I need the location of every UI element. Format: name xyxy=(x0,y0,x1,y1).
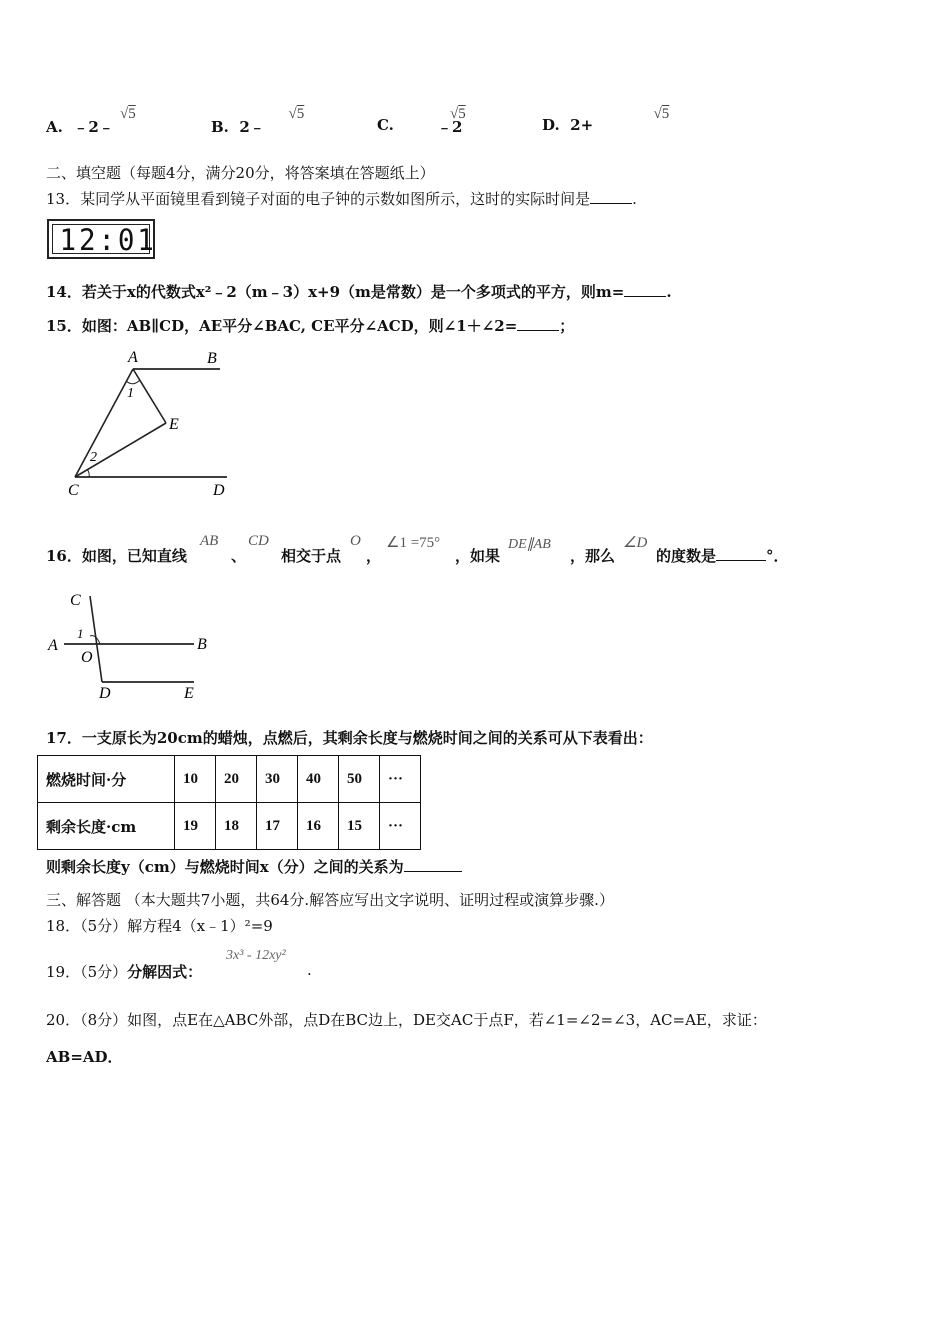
table-cell: 18 xyxy=(216,803,257,850)
sqrt-5-a: √5 xyxy=(120,106,136,122)
q19: 19．（5分）分解因式： xyxy=(46,963,203,981)
table-cell: ··· xyxy=(380,756,421,803)
label-1: 1 xyxy=(77,626,84,641)
sqrt-5-b: √5 xyxy=(288,106,305,122)
label-c: C xyxy=(70,592,81,609)
q16-text: 16．如图，已知直线 xyxy=(46,547,187,565)
q16-cd: CD xyxy=(248,533,269,549)
q15-figure xyxy=(60,345,240,505)
label-1: 1 xyxy=(127,386,134,401)
sqrt-5-c: √5 xyxy=(450,106,466,122)
table-cell: 15 xyxy=(339,803,380,850)
label-d: D xyxy=(99,685,111,702)
q16-o: O xyxy=(350,533,361,549)
q16-ab: AB xyxy=(200,533,219,549)
section2-heading: 二、填空题（每题4分，满分20分，将答案填在答题纸上） xyxy=(46,164,435,182)
q19-end: . xyxy=(307,961,312,979)
table-row xyxy=(38,803,421,850)
q18: 18．（5分）解方程4（x﹣1）²=9 xyxy=(46,917,273,935)
q14: 14．若关于x的代数式x²﹣2（m﹣3）x+9（m是常数）是一个多项式的平方，则m= . xyxy=(46,283,672,301)
table-cell: 40 xyxy=(298,756,339,803)
table-row xyxy=(38,756,421,803)
q17: 17．一支原长为20cm的蜡烛，点燃后，其剩余长度与燃烧时间之间的关系可从下表看出： xyxy=(46,729,653,747)
q16-if: ，如果 xyxy=(455,547,501,565)
q16-tail: 的度数是 °． xyxy=(656,547,789,565)
label-o: O xyxy=(81,649,93,666)
table-cell: 10 xyxy=(175,756,216,803)
q20: 20．（8分）如图，点E在△ABC外部，点D在BC边上，DE交AC于点F，若∠1=∠2=∠3，AC=AE，求证： xyxy=(46,1011,767,1029)
q16-angle-d: ∠D xyxy=(623,535,648,551)
sqrt-5-d: √5 xyxy=(653,106,670,122)
q17-followup: 则剩余长度y（cm）与燃烧时间x（分）之间的关系为 xyxy=(46,856,462,877)
option-c-after: ﹣2 xyxy=(437,118,463,136)
label-e: E xyxy=(169,416,179,433)
label-c: C xyxy=(68,482,79,499)
q16-sep: 、 xyxy=(231,547,247,565)
table-cell: 30 xyxy=(257,756,298,803)
option-b: B. 2﹣ xyxy=(211,118,265,136)
q16-comma: ， xyxy=(366,547,382,565)
label-e: E xyxy=(184,685,194,702)
q16-intersect: 相交于点 xyxy=(281,547,342,565)
option-a: A. ﹣2﹣ xyxy=(46,118,114,136)
label-2: 2 xyxy=(90,450,97,465)
digital-clock xyxy=(47,219,155,259)
table-cell: 17 xyxy=(257,803,298,850)
q15: 15．如图：AB∥CD，AE平分∠BAC, CE平分∠ACD，则∠1＋∠2= ； xyxy=(46,317,575,335)
section3-heading: 三、解答题 （本大题共7小题，共64分.解答应写出文字说明、证明过程或演算步骤.） xyxy=(46,891,614,909)
clock-display: 12:01 xyxy=(59,223,157,257)
table-cell: 20 xyxy=(216,756,257,803)
row-header: 燃烧时间·分 xyxy=(38,756,175,803)
table-cell: ··· xyxy=(380,803,421,850)
table-cell: 16 xyxy=(298,803,339,850)
q16-de-ab: DE∥AB xyxy=(508,537,551,552)
option-d: D. 2+ xyxy=(542,116,594,134)
label-a: A xyxy=(128,349,138,366)
q20-line2: AB=AD． xyxy=(46,1048,123,1066)
q16-figure xyxy=(44,588,224,708)
q16-angle1: ∠1 =75° xyxy=(386,535,441,551)
burn-table xyxy=(37,755,421,850)
table-cell: 50 xyxy=(339,756,380,803)
label-b: B xyxy=(207,350,217,367)
label-a: A xyxy=(48,637,58,654)
q16-then: ，那么 xyxy=(570,547,616,565)
q19-expr: 3x³ - 12xy² xyxy=(226,948,286,963)
row-header: 剩余长度·cm xyxy=(38,803,175,850)
label-b: B xyxy=(197,636,207,653)
table-cell: 19 xyxy=(175,803,216,850)
option-c-label: C. xyxy=(377,116,394,134)
label-d: D xyxy=(213,482,225,499)
q13: 13．某同学从平面镜里看到镜子对面的电子钟的示数如图所示，这时的实际时间是 . xyxy=(46,190,637,208)
